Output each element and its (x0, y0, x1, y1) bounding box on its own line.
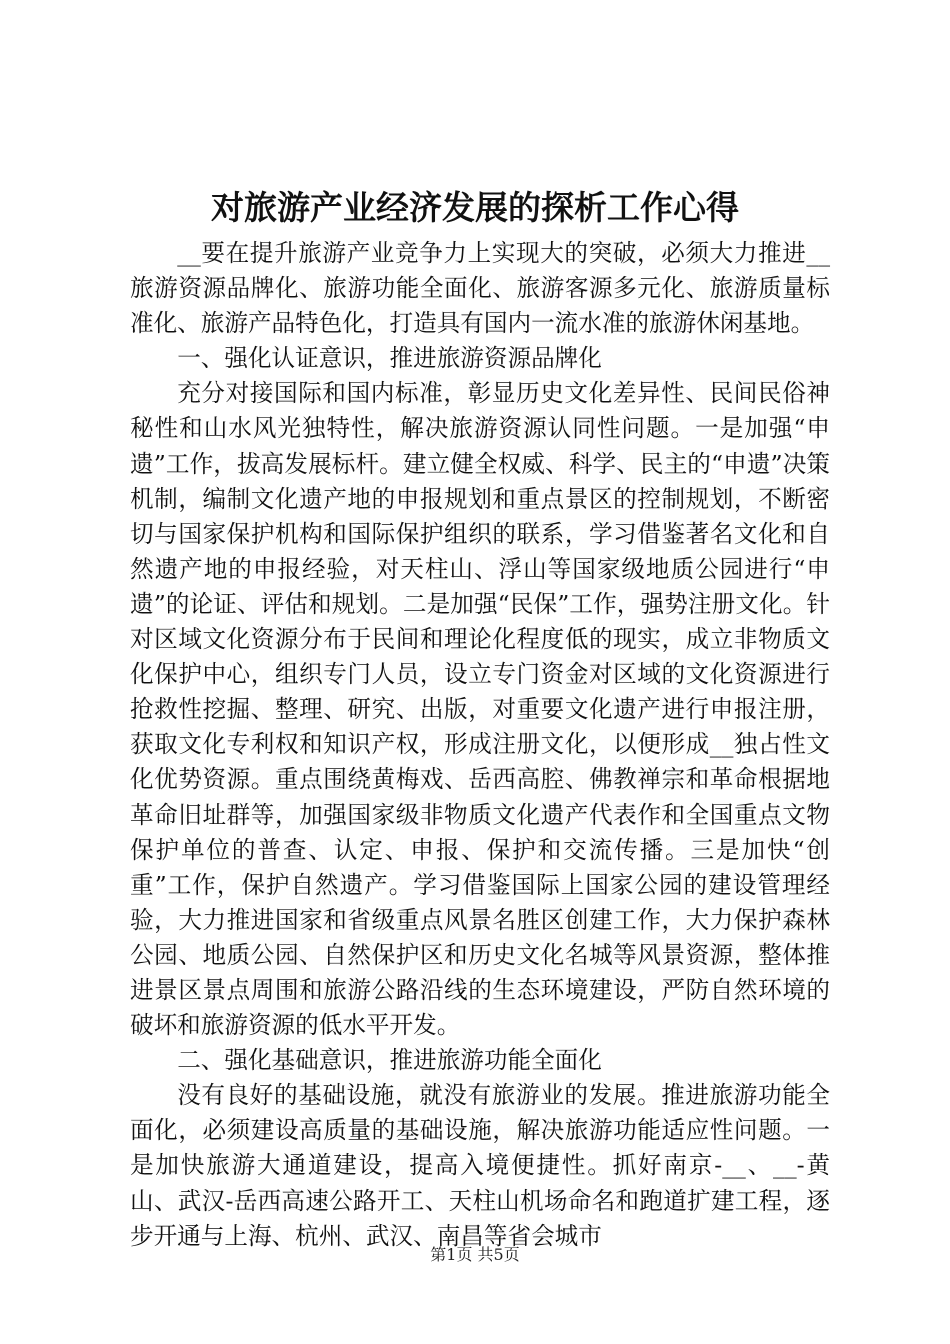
section-1-paragraph: 充分对接国际和国内标准，彰显历史文化差异性、民间民俗神秘性和山水风光独特性，解决旅游资源认同性问题。一是加强“申遗”工作，拔高发展标杆。建立健全权威、科学、民主的“申遗”决策机制，编制文化遗产地的申报规划和重点景区的控制规划，不断密切与国家保护机构和国际保护组织的联系，学习借鉴著名文化和自然遗产地的申报经验，对天柱山、浮山等国家级地质公园进行“申遗”的论证、评估和规划。二是加强“民保”工作，强势注册文化。针对区域文化资源分布于民间和理论化程度低的现实，成立非物质文化保护中心，组织专门人员，设立专门资金对区域的文化资源进行抢救性挖掘、整理、研究、出版，对重要文化遗产进行申报注册，获取文化专利权和知识产权，形成注册文化，以便形成__独占性文化优势资源。重点围绕黄梅戏、岳西高腔、佛教禅宗和革命根据地革命旧址群等，加强国家级非物质文化遗产代表作和全国重点文物保护单位的普查、认定、申报、保护和交流传播。三是加快“创重”工作，保护自然遗产。学习借鉴国际上国家公园的建设管理经验，大力推进国家和省级重点风景名胜区创建工作，大力保护森林公园、地质公园、自然保护区和历史文化名城等风景资源，整体推进景区景点周围和旅游公路沿线的生态环境建设，严防自然环境的破坏和旅游资源的低水平开发。 (130, 379, 830, 1040)
document-title: 对旅游产业经济发展的探析工作心得 (211, 188, 739, 227)
page-footer: 第1页 共5页 (430, 1245, 520, 1264)
section-heading-2: 二、强化基础意识，推进旅游功能全面化 (177, 1046, 602, 1075)
intro-paragraph: __要在提升旅游产业竞争力上实现大的突破，必须大力推进__旅游资源品牌化、旅游功能全面化、旅游客源多元化、旅游质量标准化、旅游产品特色化，打造具有国内一流水准的旅游休闲基地。 (130, 239, 830, 338)
section-heading-1: 一、强化认证意识，推进旅游资源品牌化 (177, 344, 602, 373)
document-body (130, 236, 830, 1254)
section-2-paragraph: 没有良好的基础设施，就没有旅游业的发展。推进旅游功能全面化，必须建设高质量的基础设施，解决旅游功能适应性问题。一是加快旅游大通道建设，提高入境便捷性。抓好南京-__、__-黄山、武汉-岳西高速公路开工、天柱山机场命名和跑道扩建工程，逐步开通与上海、杭州、武汉、南昌等省会城市 (130, 1081, 830, 1250)
